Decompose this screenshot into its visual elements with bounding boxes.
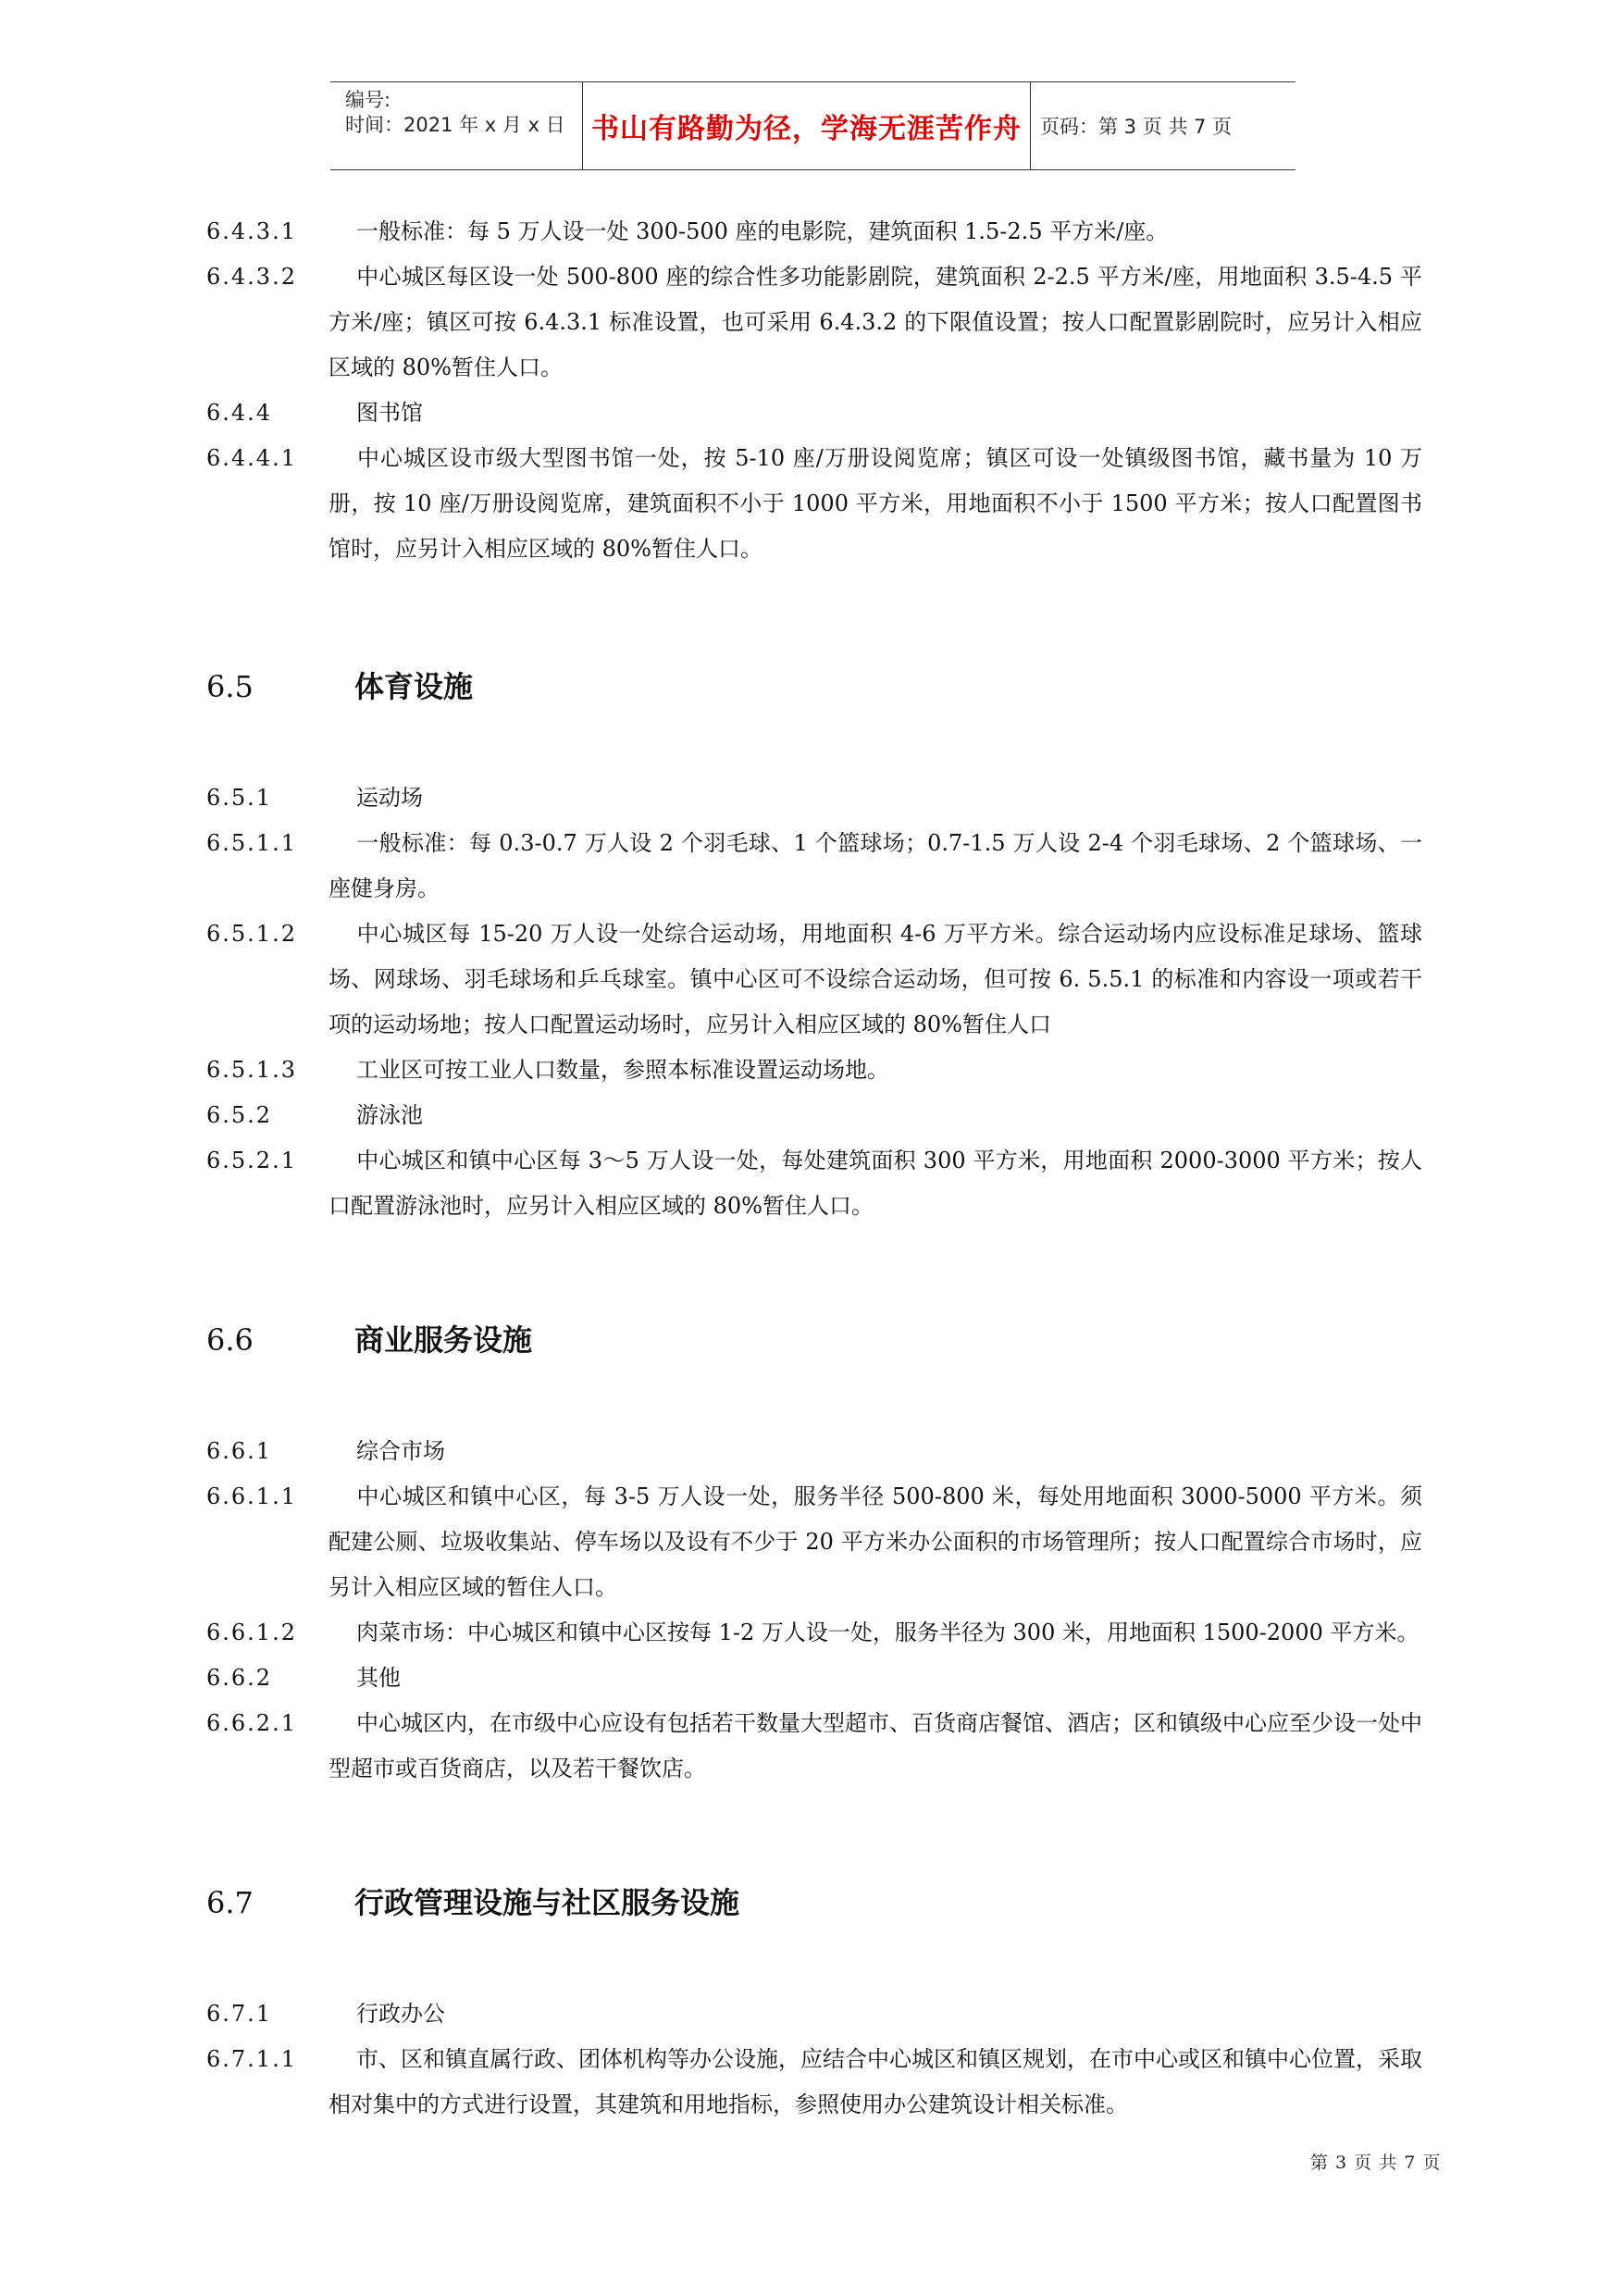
clause-row [206,1474,1437,1610]
clause-text: 行政办公 [356,2001,445,2027]
section-heading [206,668,1437,705]
header-page-number: 页码：第 3 页 共 7 页 [1040,116,1233,138]
clause-row [206,209,1437,254]
clause-row [206,776,1437,821]
clause-text: 市、区和镇直属行政、团体机构等办公设施，应结合中心城区和镇区规划，在市中心或区和镇中心位置，采取相对集中的方式进行设置，其建筑和用地指标，参照使用办公建筑设计相关标准。 [329,2046,1422,2117]
clause-text: 肉菜市场：中心城区和镇中心区按每 1-2 万人设一处，服务半径为 300 米，用地面积 1500-2000 平方米。 [356,1620,1419,1645]
document-time-label: 时间：2021 年 x 月 x 日 [345,114,565,136]
clause-number: 6.6.1.1 [206,1483,297,1509]
page-footer: 第 3 页 共 7 页 [1310,2153,1442,2173]
section-heading [206,1322,1437,1359]
clause-number: 6.4.4 [206,400,273,426]
clause-text: 中心城区和镇中心区，每 3-5 万人设一处，服务半径 500-800 米，每处用地面积 3000-5000 平方米。须配建公厕、垃圾收集站、停车场以及设有不少于 20 平方米办公面积的市场管理所；按人口配置综合市场时，应另计入相应区域的暂住人口。 [329,1483,1422,1600]
header-motto: 书山有路勤为径，学海无涯苦作舟 [583,82,1031,169]
clause-text: 一般标准：每 5 万人设一处 300-500 座的电影院，建筑面积 1.5-2.5 平方米/座。 [356,218,1169,244]
clause-number: 6.5.2.1 [206,1148,297,1173]
page-header [330,81,1295,170]
clause-number: 6.6.2 [206,1665,273,1691]
clause-number: 6.5.1 [206,785,273,811]
clause-row [206,821,1437,912]
clause-row [206,912,1437,1048]
clause-row [206,1656,1437,1701]
clause-number: 6.6.1 [206,1438,273,1464]
clause-number: 6.5.1.3 [206,1057,297,1083]
clause-row [206,1701,1437,1792]
clause-text: 中心城区设市级大型图书馆一处，按 5-10 座/万册设阅览席；镇区可设一处镇级图书馆，藏书量为 10 万册，按 10 座/万册设阅览席，建筑面积不小于 1000 平方米，用地面积不小于 1500 平方米；按人口配置图书馆时，应另计入相应区域的 80%暂住人口。 [329,445,1422,562]
clause-text: 中心城区每区设一处 500-800 座的综合性多功能影剧院，建筑面积 2-2.5 平方米/座，用地面积 3.5-4.5 平方米/座；镇区可按 6.4.3.1 标准设置，也可采用 6.4.3.2 的下限值设置；按人口配置影剧院时，应另计入相应区域的 80%暂住人口。 [329,264,1422,380]
clause-text: 一般标准：每 0.3-0.7 万人设 2 个羽毛球、1 个篮球场；0.7-1.5 万人设 2-4 个羽毛球场、2 个篮球场、一座健身房。 [329,830,1422,901]
section-number: 6.6 [206,1322,254,1358]
section-title: 行政管理设施与社区服务设施 [354,1885,740,1920]
clause-number: 6.4.3.2 [206,264,297,290]
clause-row [206,1610,1437,1656]
clause-number: 6.6.2.1 [206,1710,297,1736]
clause-row [206,2037,1437,2128]
clause-number: 6.4.4.1 [206,445,297,471]
clause-row [206,1992,1437,2037]
clause-text: 中心城区内，在市级中心应设有包括若干数量大型超市、百货商店餐馆、酒店；区和镇级中心应至少设一处中型超市或百货商店，以及若干餐饮店。 [329,1710,1422,1781]
clause-number: 6.5.1.2 [206,921,297,947]
clause-row [206,436,1437,572]
clause-row [206,391,1437,436]
clause-text: 图书馆 [356,400,423,426]
clause-row [206,1048,1437,1093]
section-number: 6.7 [206,1885,254,1920]
clause-number: 6.4.3.1 [206,218,297,244]
clause-number: 6.6.1.2 [206,1620,297,1645]
clause-number: 6.5.1.1 [206,830,297,856]
section-title: 商业服务设施 [354,1322,533,1358]
clause-row [206,1138,1437,1229]
clause-text: 运动场 [356,785,423,811]
clause-text: 综合市场 [356,1438,445,1464]
clause-number: 6.7.1 [206,2001,273,2027]
document-body [206,209,1437,2128]
section-title: 体育设施 [354,669,474,704]
section-heading [206,1884,1437,1921]
clause-row [206,254,1437,391]
clause-text: 中心城区和镇中心区每 3～5 万人设一处，每处建筑面积 300 平方米，用地面积 2000-3000 平方米；按人口配置游泳池时，应另计入相应区域的 80%暂住人口。 [329,1148,1422,1219]
header-meta [330,82,583,169]
clause-text: 游泳池 [356,1102,423,1128]
clause-text: 中心城区每 15-20 万人设一处综合运动场，用地面积 4-6 万平方米。综合运动场内应设标准足球场、篮球场、网球场、羽毛球场和乒乓球室。镇中心区可不设综合运动场，但可按 6. 5.5.1 的标准和内容设一项或若干项的运动场地；按人口配置运动场时，应另计入相应区域的 80%暂住人口 [329,921,1422,1037]
clause-text: 工业区可按工业人口数量，参照本标准设置运动场地。 [356,1057,889,1083]
clause-row [206,1093,1437,1138]
section-number: 6.5 [206,669,254,704]
clause-number: 6.7.1.1 [206,2046,297,2072]
clause-text: 其他 [356,1665,401,1691]
clause-row [206,1429,1437,1474]
clause-number: 6.5.2 [206,1102,273,1128]
document-code-label: 编号: [345,89,391,111]
